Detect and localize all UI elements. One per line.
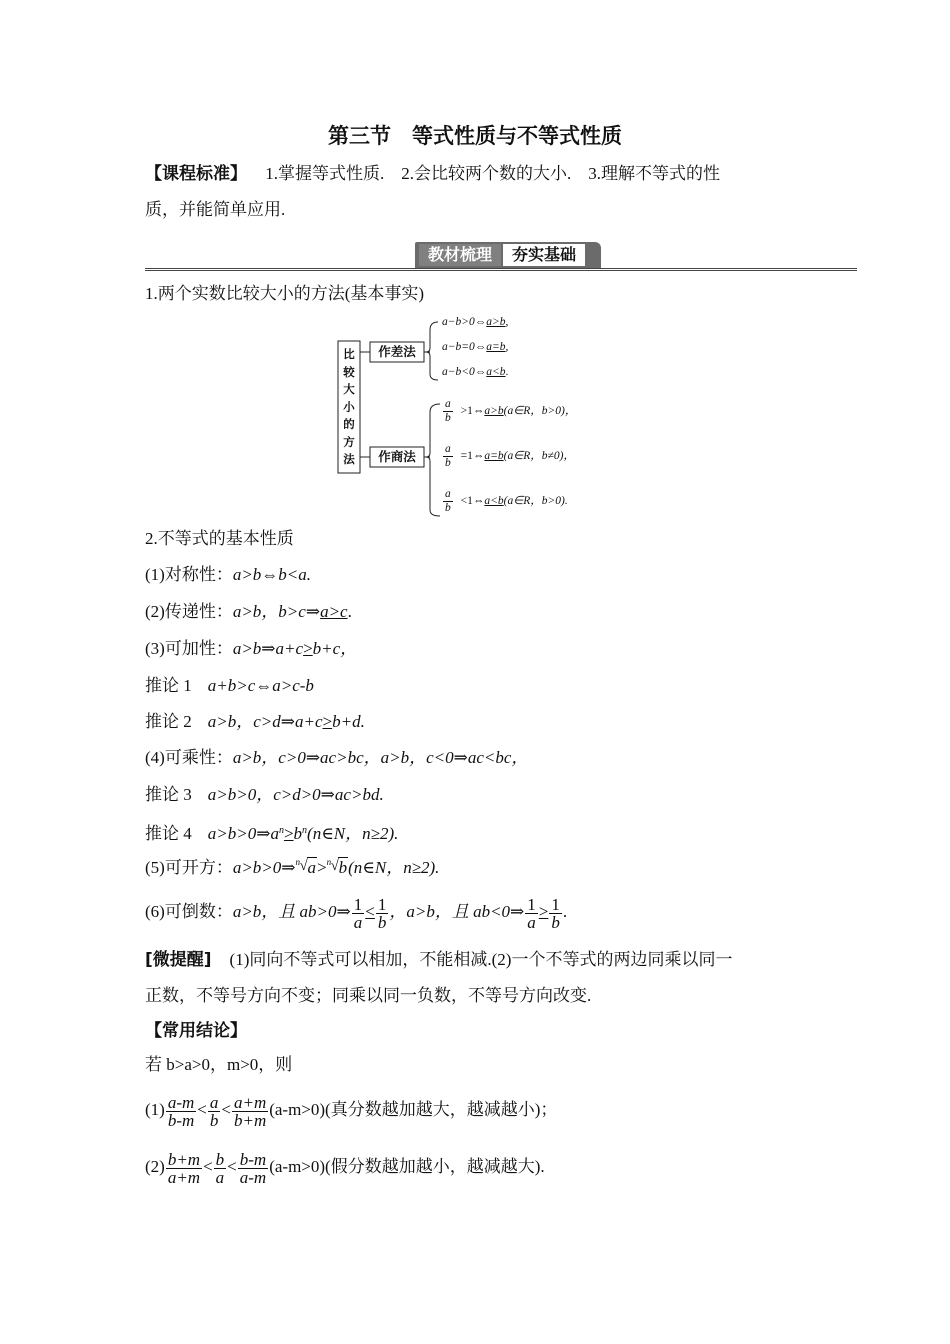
root-char: 比 <box>343 347 355 361</box>
fraction <box>525 896 538 931</box>
rule-prefix: (1) <box>145 1100 165 1119</box>
prop-answer: > <box>303 639 313 658</box>
frac-den: b <box>445 412 451 424</box>
prop-expr: a>b>0⇒ <box>232 858 296 877</box>
corollary-label: 推论 4 <box>145 824 192 843</box>
rule-prefix: (2) <box>145 1157 165 1176</box>
corollary-expr: a>b>0⇒a <box>207 824 279 843</box>
property-root <box>145 857 439 879</box>
conclusion-intro: 若 b>a>0，m>0，则 <box>145 1055 293 1074</box>
corollary-1 <box>145 675 314 697</box>
rule-suffix: (a-m>0)(真分数越加越大，越减越小)； <box>269 1100 558 1119</box>
prop-expr-mid: ，a>b，且 ab<0⇒ <box>389 902 525 921</box>
property-additivity <box>145 638 357 660</box>
corollary-2 <box>145 711 365 733</box>
exponent: n <box>302 825 308 836</box>
frac-den: a+m <box>167 1167 201 1187</box>
corollary-label: 推论 1 <box>145 676 192 695</box>
root-char: 的 <box>343 417 355 431</box>
ratio-rel: >1⇔ <box>460 405 485 418</box>
diff-answer: a>b <box>486 316 506 328</box>
conclusion-rule-1 <box>145 1090 557 1130</box>
prop-expr: a>b，且 ab>0⇒ <box>232 902 351 921</box>
corollary-answer: > <box>322 712 333 731</box>
diff-end: , <box>505 316 509 328</box>
prop-end: . <box>562 902 568 921</box>
prop-answer: > <box>538 902 549 921</box>
standard-text-line1: 1.掌握等式性质. 2.会比较两个数的大小. 3.理解不等式的性 <box>265 164 720 183</box>
frac-num: b <box>215 1149 225 1169</box>
prop-label: (4)可乘性： <box>145 748 233 767</box>
diff-row <box>442 365 508 379</box>
diff-row <box>442 340 508 354</box>
root-char: 较 <box>343 364 355 379</box>
diff-lhs: a−b>0⇔ <box>442 316 487 328</box>
frac-den: a-m <box>239 1167 267 1187</box>
radicand: a <box>307 858 317 877</box>
prop-expr: a>b，b>c⇒ <box>232 602 321 621</box>
ratio-cond: (a∈R，b>0)， <box>503 405 577 418</box>
ratio-answer: a<b <box>484 495 504 508</box>
property-transitivity <box>145 601 352 623</box>
property-multiplicativity <box>145 747 528 769</box>
diagram-root-label <box>339 346 359 469</box>
ratio-row <box>442 443 575 470</box>
ratio-row <box>442 488 568 515</box>
frac-num: a <box>445 488 451 500</box>
diff-answer: a=b <box>486 341 506 353</box>
hint-label: [微提醒] <box>145 950 212 970</box>
ratio-answer: a>b <box>484 405 504 418</box>
prop-label: (2)传递性： <box>145 602 233 621</box>
frac-num: b-m <box>239 1149 267 1169</box>
fraction <box>376 896 389 931</box>
rule-lt: < <box>227 1157 237 1176</box>
diff-method-label: 作差法 <box>378 344 416 359</box>
section1-heading: 1.两个实数比较大小的方法(基本事实) <box>145 284 425 303</box>
exponent: n <box>278 825 284 836</box>
corollary-label: 推论 2 <box>145 712 192 731</box>
prop-expr-tail: b+c， <box>312 639 358 658</box>
hint-line2: 正数，不等号方向不变；同乘以同一负数，不等号方向改变. <box>145 986 592 1005</box>
diff-end: , <box>505 341 509 353</box>
ratio-fraction <box>443 443 453 470</box>
frac-num: 1 <box>353 894 363 914</box>
ratio-cond: (a∈R，b>0). <box>503 495 568 508</box>
radical-sign-icon: √ <box>299 858 308 874</box>
ratio-fraction <box>443 398 453 425</box>
corollary-expr: a>b>0，c>d>0⇒ac>bd. <box>207 785 384 804</box>
frac-num: 1 <box>527 894 536 914</box>
prop-label: (6)可倒数： <box>145 902 233 921</box>
frac-den: b+m <box>233 1110 267 1130</box>
conclusion-rule-2 <box>145 1147 545 1187</box>
rule-lt: < <box>221 1100 231 1119</box>
ratio-rel: =1⇔ <box>460 450 485 463</box>
diff-lhs: a−b<0⇔ <box>442 366 487 378</box>
root-char: 大 <box>343 382 355 396</box>
prop-label: (5)可开方： <box>145 858 233 877</box>
corollary-b: b <box>293 824 303 843</box>
section2-heading: 2.不等式的基本性质 <box>145 529 294 548</box>
frac-den: a <box>215 1167 225 1187</box>
corollary-expr: a>b，c>d⇒a+c <box>207 712 323 731</box>
frac-num: 1 <box>377 894 387 914</box>
radical-gt: > <box>317 858 327 877</box>
frac-den: b <box>445 502 451 514</box>
fraction <box>214 1151 227 1186</box>
ratio-row <box>442 398 576 425</box>
fraction <box>238 1151 268 1186</box>
ratio-fraction <box>443 488 453 515</box>
prop-label: (3)可加性： <box>145 639 233 658</box>
radical-b <box>327 857 349 879</box>
radical-index: n <box>295 857 301 867</box>
root-char: 法 <box>343 452 355 466</box>
frac-num: b+m <box>167 1149 201 1169</box>
corollary-answer: > <box>283 824 294 843</box>
corollary-expr: a+b>c⇔a>c-b <box>207 676 314 695</box>
prop-end: . <box>347 602 352 621</box>
banner-right-label: 夯实基础 <box>503 244 585 266</box>
root-char: 小 <box>343 399 355 414</box>
prop-expr-tail: (n∈N，n≥2). <box>348 858 440 877</box>
frac-den: b-m <box>167 1110 195 1130</box>
ratio-rel: <1⇔ <box>460 495 485 508</box>
rule-suffix: (a-m>0)(假分数越加越小，越减越大). <box>269 1157 545 1176</box>
frac-num: a+m <box>233 1092 267 1112</box>
diff-answer: a<b <box>486 366 506 378</box>
radicand: b <box>338 858 348 877</box>
rule-lt: < <box>203 1157 213 1176</box>
corollary-expr-tail: (n∈N，n≥2). <box>307 824 399 843</box>
banner-left-label: 教材梳理 <box>419 244 501 266</box>
corollary-4 <box>145 820 398 845</box>
standard-text-line2: 质，并能简单应用. <box>145 200 286 219</box>
frac-num: a-m <box>167 1092 195 1112</box>
section-banner <box>145 238 857 272</box>
ratio-answer: a=b <box>484 450 504 463</box>
radical-index: n <box>326 857 332 867</box>
root-char: 方 <box>343 434 355 449</box>
fraction <box>549 896 562 931</box>
corollary-expr-tail: b+d. <box>332 712 365 731</box>
frac-num: 1 <box>551 894 560 914</box>
radical-a <box>296 857 318 879</box>
prop-expr: a>b，c>0⇒ac>bc，a>b，c<0⇒ac<bc， <box>232 748 529 767</box>
page-title: 第三节 等式性质与不等式性质 <box>328 124 622 148</box>
rule-lt: < <box>197 1100 207 1119</box>
course-standard <box>145 163 720 185</box>
frac-den: a <box>527 912 536 932</box>
comparison-diagram <box>330 312 630 522</box>
frac-den: b <box>377 912 387 932</box>
frac-den: b <box>209 1110 219 1130</box>
radical-sign-icon: √ <box>330 858 339 874</box>
fraction <box>166 1094 196 1129</box>
hint-line1 <box>145 949 732 971</box>
standard-label: 【课程标准】 <box>145 164 247 183</box>
prop-label: (1)对称性： <box>145 565 233 584</box>
property-reciprocal <box>145 893 567 931</box>
fraction <box>352 896 365 931</box>
prop-answer: < <box>365 902 375 921</box>
ratio-method-label: 作商法 <box>378 449 416 464</box>
frac-den: b <box>445 457 451 469</box>
frac-num: a <box>209 1092 219 1112</box>
conclusion-label: 【常用结论】 <box>145 1021 247 1040</box>
prop-answer: a>c <box>320 602 348 621</box>
frac-num: a <box>445 443 451 455</box>
diff-end: . <box>505 366 509 378</box>
property-symmetry <box>145 564 311 586</box>
ratio-cond: (a∈R，b≠0)， <box>503 450 575 463</box>
prop-expr: a>b⇒a+c <box>232 639 304 658</box>
frac-den: b <box>551 912 560 932</box>
corollary-label: 推论 3 <box>145 785 192 804</box>
prop-expr: a>b⇔b<a. <box>232 565 312 584</box>
fraction <box>166 1151 202 1186</box>
fraction <box>232 1094 268 1129</box>
frac-num: a <box>445 398 451 410</box>
banner-rule <box>145 268 857 271</box>
frac-den: a <box>353 912 363 932</box>
corollary-3 <box>145 784 384 806</box>
diff-row <box>442 315 508 329</box>
diff-lhs: a−b=0⇔ <box>442 341 487 353</box>
hint-text: (1)同向不等式可以相加，不能相减.(2)一个不等式的两边同乘以同一 <box>229 950 733 969</box>
fraction <box>208 1094 221 1129</box>
